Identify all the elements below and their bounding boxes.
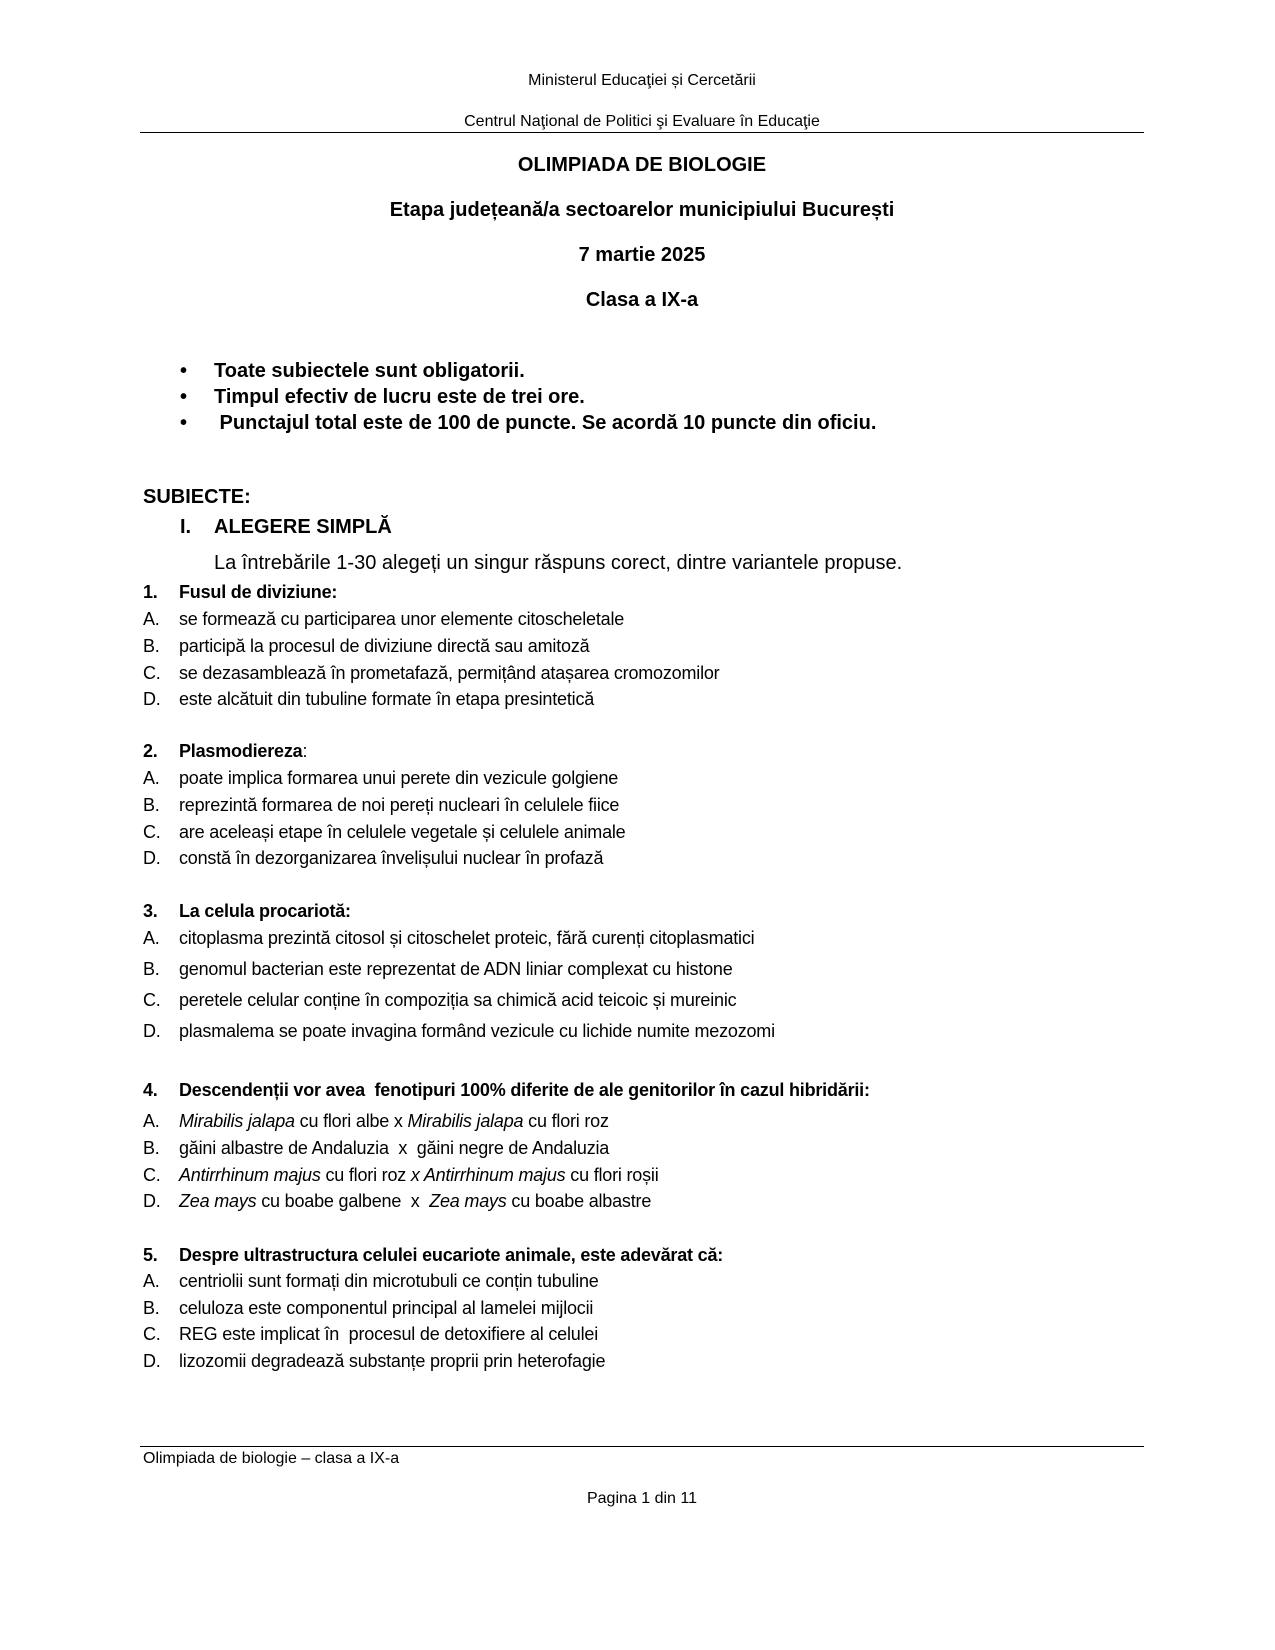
option-text: [179, 928, 754, 949]
option-label: B.: [143, 1298, 160, 1318]
option-label: D.: [143, 1021, 161, 1041]
option-text: [179, 636, 589, 657]
option-text: [179, 1191, 651, 1212]
species-name: x Antirrhinum majus: [410, 1165, 566, 1185]
header-divider: [140, 132, 1144, 133]
subjects-label: SUBIECTE:: [143, 486, 251, 508]
text-segment: cu boabe albastre: [506, 1191, 652, 1211]
text-segment: peretele celular conține în compoziția sa chimică acid teicoic și mureinic: [179, 990, 737, 1010]
text-segment: Plasmodiereza: [179, 741, 303, 761]
rule-item: [180, 386, 585, 409]
text-segment: lizozomii degradează substanțe proprii prin heterofagie: [179, 1351, 606, 1371]
text-segment: Descendenții vor avea fenotipuri 100% diferite de ale genitorilor în cazul hibridării:: [179, 1080, 870, 1100]
text-segment: se dezasamblează în prometafază, permițând atașarea cromozomilor: [179, 663, 720, 683]
section-number: I.: [180, 516, 192, 538]
option-label: A.: [143, 1111, 160, 1131]
text-segment: găini albastre de Andaluzia x găini negre de Andaluzia: [179, 1138, 610, 1158]
option-text: [179, 689, 594, 710]
text-segment: plasmalema se poate invagina formând vezicule cu lichide numite mezozomi: [179, 1021, 775, 1041]
question-text: [179, 1080, 870, 1101]
text-segment: poate implica formarea unui perete din vezicule golgiene: [179, 768, 619, 788]
bullet-icon: •: [180, 360, 188, 382]
text-segment: cu flori roșii: [565, 1165, 659, 1185]
text-segment: celuloza este componentul principal al lamelei mijlocii: [179, 1298, 594, 1318]
question-number: 3.: [143, 901, 158, 921]
footer-title: Olimpiada de biologie – clasa a IX-a: [143, 1450, 400, 1467]
question-text: [179, 741, 307, 762]
option-label: C.: [143, 822, 161, 842]
footer-divider: [140, 1446, 1144, 1447]
option-label: A.: [143, 928, 160, 948]
text-segment: constă în dezorganizarea învelișului nuclear în profază: [179, 848, 604, 868]
option-text: [179, 1324, 598, 1345]
rule-text: Punctajul total este de 100 de puncte. Se acordă 10 puncte din oficiu.: [214, 412, 877, 434]
option-label: B.: [143, 795, 160, 815]
species-name: Antirrhinum majus: [179, 1165, 321, 1185]
question-text: [179, 901, 351, 922]
option-label: C.: [143, 1324, 161, 1344]
option-label: C.: [143, 663, 161, 683]
option-label: A.: [143, 609, 160, 629]
species-name: Zea mays: [429, 1191, 507, 1211]
rule-item: [180, 412, 876, 435]
document-title: OLIMPIADA DE BIOLOGIE: [517, 154, 767, 176]
grade-title: Clasa a IX-a: [585, 289, 699, 311]
option-label: A.: [143, 1271, 160, 1291]
text-segment: citoplasma prezintă citosol și citoschelet proteic, fără curenți citoplasmatici: [179, 928, 755, 948]
option-text: [179, 822, 626, 843]
text-segment: este alcătuit din tubuline formate în etapa presintetică: [179, 689, 595, 709]
text-segment: genomul bacterian este reprezentat de ADN liniar complexat cu histone: [179, 959, 733, 979]
rule-text: Timpul efectiv de lucru este de trei ore.: [214, 386, 585, 408]
option-text: [179, 848, 603, 869]
text-segment: se formează cu participarea unor elemente citoscheletale: [179, 609, 625, 629]
option-label: B.: [143, 1138, 160, 1158]
text-segment: participă la procesul de diviziune directă sau amitoză: [179, 636, 590, 656]
rule-item: [180, 360, 525, 383]
page-number: Pagina 1 din 11: [586, 1490, 697, 1507]
section-instruction: La întrebările 1-30 alegeți un singur răspuns corect, dintre variantele propuse.: [214, 552, 903, 574]
text-segment: cu flori albe x: [294, 1111, 408, 1131]
option-text: [179, 663, 719, 684]
bullet-icon: •: [180, 412, 188, 434]
text-segment: :: [302, 741, 308, 761]
option-label: C.: [143, 1165, 161, 1185]
option-label: B.: [143, 636, 160, 656]
option-label: D.: [143, 689, 161, 709]
text-segment: cu boabe galbene x: [256, 1191, 430, 1211]
text-segment: Fusul de diviziune:: [179, 582, 338, 602]
species-name: Mirabilis jalapa: [407, 1111, 524, 1131]
option-label: A.: [143, 768, 160, 788]
text-segment: cu flori roz: [320, 1165, 411, 1185]
option-label: D.: [143, 1351, 161, 1371]
option-text: [179, 1298, 593, 1319]
text-segment: REG este implicat în procesul de detoxifiere al celulei: [179, 1324, 599, 1344]
stage-title: Etapa județeană/a sectoarelor municipiului București: [389, 199, 895, 221]
header-ministry: Ministerul Educaţiei și Cercetării: [528, 72, 756, 89]
option-label: C.: [143, 990, 161, 1010]
option-text: [179, 795, 619, 816]
species-name: Zea mays: [179, 1191, 257, 1211]
header-center: Centrul Naţional de Politici şi Evaluare în Educaţie: [464, 113, 820, 130]
question-text: [179, 1245, 723, 1266]
option-text: [179, 959, 733, 980]
section-title: ALEGERE SIMPLĂ: [214, 516, 392, 538]
option-text: [179, 1111, 609, 1132]
text-segment: cu flori roz: [523, 1111, 609, 1131]
question-number: 1.: [143, 582, 158, 602]
option-text: [179, 1138, 609, 1159]
option-text: [179, 609, 624, 630]
question-number: 2.: [143, 741, 158, 761]
option-text: [179, 1021, 775, 1042]
option-text: [179, 1351, 605, 1372]
option-label: D.: [143, 1191, 161, 1211]
option-label: B.: [143, 959, 160, 979]
option-text: [179, 1271, 599, 1292]
text-segment: La celula procariotă:: [179, 901, 351, 921]
text-segment: reprezintă formarea de noi pereți nucleari în celulele fiice: [179, 795, 620, 815]
species-name: Mirabilis jalapa: [179, 1111, 295, 1131]
text-segment: are aceleași etape în celulele vegetale și celulele animale: [179, 822, 626, 842]
text-segment: Despre ultrastructura celulei eucariote animale, este adevărat că:: [179, 1245, 724, 1265]
question-text: [179, 582, 337, 603]
option-label: D.: [143, 848, 161, 868]
option-text: [179, 990, 736, 1011]
rule-text: Toate subiectele sunt obligatorii.: [214, 360, 525, 382]
text-segment: centriolii sunt formați din microtubuli ce conțin tubuline: [179, 1271, 599, 1291]
option-text: [179, 768, 618, 789]
question-number: 5.: [143, 1245, 158, 1265]
bullet-icon: •: [180, 386, 188, 408]
option-text: [179, 1165, 659, 1186]
question-number: 4.: [143, 1080, 158, 1100]
section-heading: [180, 516, 392, 539]
date-title: 7 martie 2025: [578, 244, 706, 266]
